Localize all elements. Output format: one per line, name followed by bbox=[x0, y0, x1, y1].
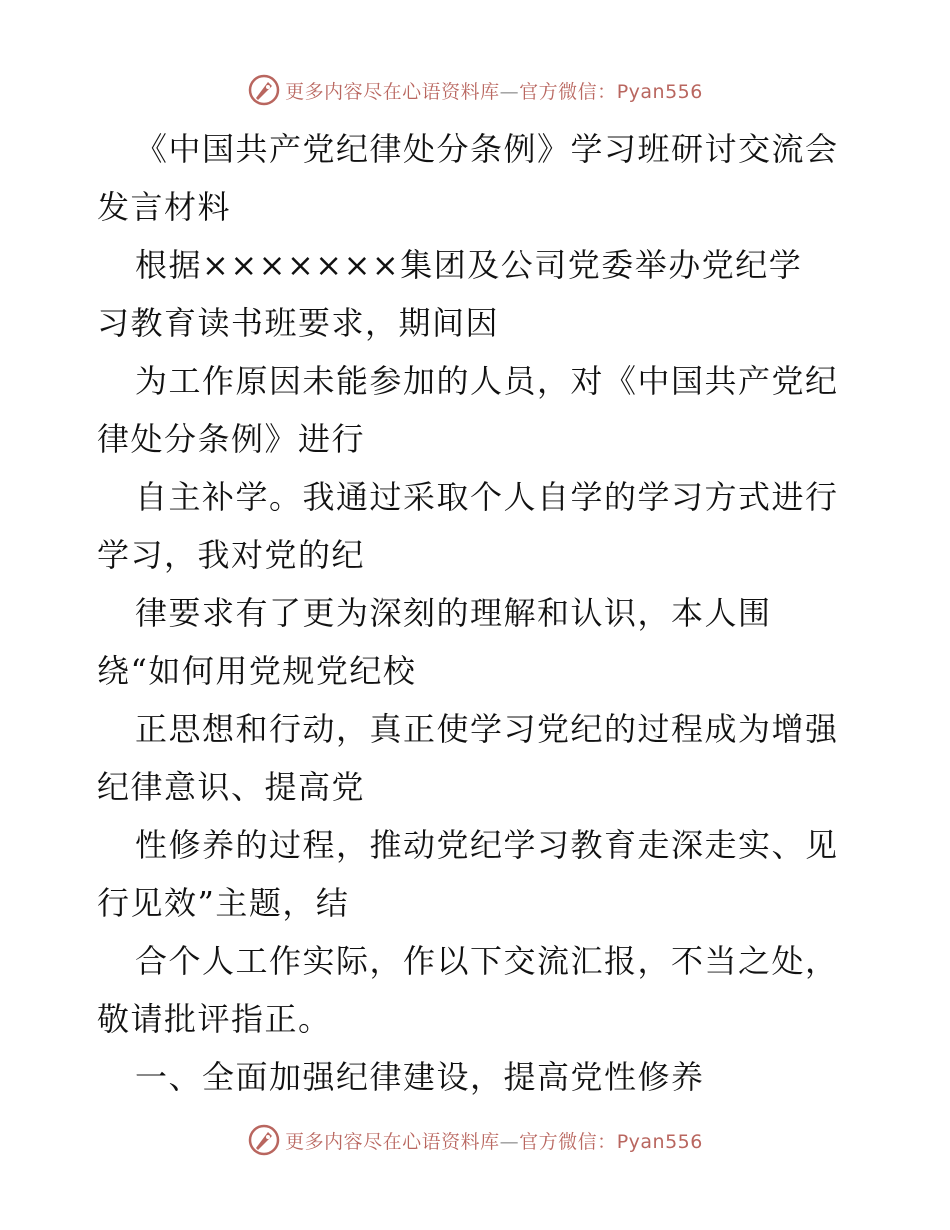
watermark-separator: — bbox=[499, 1130, 520, 1153]
watermark-wechat-label: 官方微信： bbox=[519, 1130, 617, 1153]
watermark-brand: 更多内容尽在心语资料库 bbox=[285, 80, 500, 103]
text-line: 性修养的过程，推动党纪学习教育走深走实、见 bbox=[135, 826, 839, 864]
text-line: 合个人工作实际，作以下交流汇报，不当之处， bbox=[135, 942, 839, 980]
watermark-wechat-label: 官方微信： bbox=[519, 80, 617, 103]
text-line: 习教育读书班要求，期间因 bbox=[97, 304, 500, 342]
watermark-wechat-id: Pyan556 bbox=[616, 1130, 703, 1153]
text-line: 为工作原因未能参加的人员，对《中国共产党纪 bbox=[135, 362, 839, 400]
text-line: 自主补学。我通过采取个人自学的学习方式进行 bbox=[135, 478, 839, 516]
text-line: 学习，我对党的纪 bbox=[97, 536, 366, 574]
watermark-brand: 更多内容尽在心语资料库 bbox=[285, 1130, 500, 1153]
text-line: 发言材料 bbox=[97, 188, 232, 226]
text-line: 律处分条例》进行 bbox=[97, 420, 366, 458]
pen-nib-logo-icon bbox=[247, 73, 281, 107]
text-line: 纪律意识、提高党 bbox=[97, 768, 366, 806]
pen-nib-logo-icon bbox=[247, 1123, 281, 1157]
header-watermark bbox=[0, 70, 950, 110]
watermark-wechat-id: Pyan556 bbox=[616, 80, 703, 103]
document-body bbox=[97, 120, 857, 1106]
text-line: 行见效”主题，结 bbox=[97, 884, 350, 922]
text-line: 敬请批评指正。 bbox=[97, 1000, 332, 1038]
text-line: 绕“如何用党规党纪校 bbox=[97, 652, 417, 690]
watermark-text bbox=[285, 77, 703, 104]
watermark-text bbox=[285, 1127, 703, 1154]
footer-watermark bbox=[0, 1120, 950, 1160]
text-line: 律要求有了更为深刻的理解和认识，本人围 bbox=[135, 594, 772, 632]
text-line: 根据×××××××集团及公司党委举办党纪学 bbox=[135, 246, 803, 284]
text-line: 一、全面加强纪律建设，提高党性修养 bbox=[135, 1058, 705, 1096]
watermark-separator: — bbox=[499, 80, 520, 103]
text-line: 《中国共产党纪律处分条例》学习班研讨交流会 bbox=[135, 130, 839, 168]
text-line: 正思想和行动，真正使学习党纪的过程成为增强 bbox=[135, 710, 839, 748]
